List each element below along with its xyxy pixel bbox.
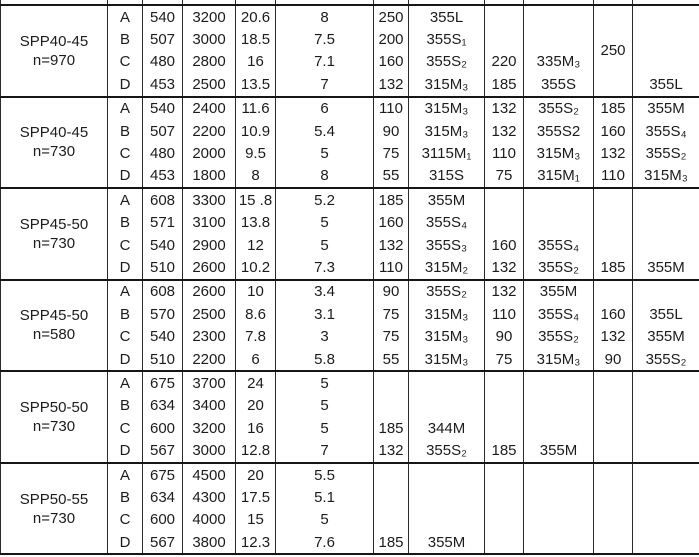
cell-value: 571 (143, 212, 183, 234)
cell-class-letter: C (108, 325, 143, 347)
cell-motor-frame: 315M₃ (409, 303, 485, 325)
cell-class-letter: C (108, 417, 143, 439)
cell-value: 634 (143, 486, 183, 508)
cell-motor-frame: 355S₄ (633, 120, 699, 142)
cell-class-letter: B (108, 486, 143, 508)
cell-value: 12.3 (236, 531, 276, 554)
cell-class-letter: D (108, 531, 143, 554)
cell-power-kw: 75 (374, 325, 409, 347)
cell-motor-frame (524, 463, 594, 486)
cell-power-kw (594, 371, 633, 394)
cell-value: 20 (236, 463, 276, 486)
cell-motor-frame: 355S₂ (409, 439, 485, 462)
cell-value: 3000 (183, 439, 236, 462)
cell-class-letter: D (108, 256, 143, 279)
cell-value: 480 (143, 142, 183, 164)
model-name: SPP50-50 (19, 399, 89, 417)
cell-value: 8 (276, 165, 374, 188)
cell-motor-frame (524, 486, 594, 508)
model-speed: n=730 (32, 143, 76, 161)
cell-value: 17.5 (236, 486, 276, 508)
cell-power-kw (485, 5, 524, 28)
cell-value: 453 (143, 73, 183, 96)
cell-power-kw: 132 (485, 120, 524, 142)
cell-value: 13.5 (236, 73, 276, 96)
model-speed: n=970 (32, 51, 76, 69)
cell-power-kw: 132 (374, 439, 409, 462)
cell-model (1, 97, 108, 189)
cell-value: 15 (236, 509, 276, 531)
cell-value: 5.4 (276, 120, 374, 142)
table-row (1, 97, 699, 120)
cell-motor-frame: 355S₂ (524, 256, 594, 279)
model-name: SPP50-55 (19, 490, 89, 508)
cell-value: 3300 (183, 188, 236, 211)
cell-value: 5 (276, 234, 374, 256)
cell-motor-frame: 355M (524, 280, 594, 303)
cell-value: 2200 (183, 120, 236, 142)
cell-power-kw: 90 (374, 120, 409, 142)
cell-value: 7 (276, 439, 374, 462)
cell-value: 7 (276, 73, 374, 96)
cell-value: 570 (143, 303, 183, 325)
cell-motor-frame: 355M (524, 439, 594, 462)
cell-power-kw: 55 (374, 165, 409, 188)
model-name: SPP40-45 (19, 32, 89, 50)
cell-class-letter: A (108, 371, 143, 394)
cell-value: 3200 (183, 417, 236, 439)
cell-motor-frame (633, 5, 699, 28)
cell-class-letter: B (108, 120, 143, 142)
cell-motor-frame (633, 395, 699, 417)
cell-value: 510 (143, 256, 183, 279)
cell-motor-frame (633, 417, 699, 439)
cell-value: 600 (143, 417, 183, 439)
cell-motor-frame (524, 371, 594, 394)
cell-value: 4300 (183, 486, 236, 508)
cell-value: 7.5 (276, 28, 374, 50)
cell-motor-frame: 355M (409, 531, 485, 554)
spec-block-spp40-45-n730 (1, 97, 699, 189)
cell-power-kw: 75 (374, 303, 409, 325)
cell-power-kw (594, 463, 633, 486)
cell-value: 480 (143, 51, 183, 73)
cell-class-letter: D (108, 165, 143, 188)
cell-value: 675 (143, 371, 183, 394)
cell-power-kw (374, 486, 409, 508)
cell-value: 16 (236, 417, 276, 439)
cell-power-kw: 160 (594, 120, 633, 142)
cell-value: 3000 (183, 28, 236, 50)
cell-power-kw: 200 (374, 28, 409, 50)
cell-motor-frame (633, 212, 699, 234)
cell-value: 2300 (183, 325, 236, 347)
cell-value: 2400 (183, 97, 236, 120)
spec-block-spp50-50-n730 (1, 371, 699, 463)
cell-motor-frame (409, 463, 485, 486)
cell-power-kw: 132 (594, 142, 633, 164)
cell-motor-frame: 335M₃ (524, 51, 594, 73)
cell-value: 20.6 (236, 5, 276, 28)
cell-value: 9.5 (236, 142, 276, 164)
cell-motor-frame: 355S₁ (409, 28, 485, 50)
cell-value: 7.8 (236, 325, 276, 347)
cell-value: 1800 (183, 165, 236, 188)
cell-power-kw: 160 (594, 303, 633, 325)
cell-value: 8 (276, 5, 374, 28)
cell-value: 3400 (183, 395, 236, 417)
cell-power-kw (485, 188, 524, 211)
cell-class-letter: B (108, 303, 143, 325)
cell-value: 5 (276, 142, 374, 164)
cell-motor-frame: 355S₄ (409, 212, 485, 234)
cell-value: 18.5 (236, 28, 276, 50)
cell-value: 2600 (183, 280, 236, 303)
cell-value: 10.2 (236, 256, 276, 279)
cell-class-letter: C (108, 234, 143, 256)
cell-motor-frame (409, 486, 485, 508)
cell-value: 2200 (183, 348, 236, 371)
cell-value: 540 (143, 325, 183, 347)
cell-motor-frame: 355S₄ (524, 234, 594, 256)
cell-motor-frame (524, 531, 594, 554)
cell-motor-frame: 315M₁ (524, 165, 594, 188)
cell-model (1, 371, 108, 463)
cell-value: 634 (143, 395, 183, 417)
cell-power-kw: 55 (374, 348, 409, 371)
cell-value: 608 (143, 280, 183, 303)
cell-value: 3800 (183, 531, 236, 554)
cell-motor-frame: 315M₃ (409, 325, 485, 347)
cell-motor-frame: 355S₂ (633, 142, 699, 164)
cell-power-kw (485, 28, 524, 50)
cell-power-kw (594, 395, 633, 417)
cell-power-kw (374, 395, 409, 417)
cell-motor-frame: 355S2 (524, 120, 594, 142)
cell-power-kw (374, 371, 409, 394)
cell-value: 3700 (183, 371, 236, 394)
cell-motor-frame: 355S₂ (409, 51, 485, 73)
cell-value: 16 (236, 51, 276, 73)
cell-motor-frame: 315S (409, 165, 485, 188)
cell-class-letter: D (108, 439, 143, 462)
cell-value: 5.1 (276, 486, 374, 508)
cell-motor-frame: 355S (524, 73, 594, 96)
cell-power-kw (594, 509, 633, 531)
cell-motor-frame: 355M (633, 325, 699, 347)
cell-value: 2600 (183, 256, 236, 279)
model-speed: n=730 (32, 509, 76, 527)
cell-value: 10.9 (236, 120, 276, 142)
model-name: SPP45-50 (19, 215, 89, 233)
cell-motor-frame (524, 395, 594, 417)
cell-motor-frame (633, 371, 699, 394)
cell-power-kw (485, 531, 524, 554)
cell-motor-frame: 355M (633, 97, 699, 120)
cell-power-kw: 185 (374, 417, 409, 439)
cell-value: 453 (143, 165, 183, 188)
cell-model (1, 188, 108, 280)
cell-motor-frame (524, 28, 594, 50)
cell-power-kw: 185 (594, 97, 633, 120)
cell-value: 540 (143, 234, 183, 256)
spec-block-spp45-50-n580 (1, 280, 699, 372)
cell-value: 20 (236, 395, 276, 417)
cell-power-kw (485, 212, 524, 234)
cell-value: 675 (143, 463, 183, 486)
table-row (1, 371, 699, 394)
cell-motor-frame: 355S₂ (524, 325, 594, 347)
cell-motor-frame: 344M (409, 417, 485, 439)
cell-value: 5 (276, 395, 374, 417)
cell-power-kw: 110 (374, 256, 409, 279)
cell-value: 7.1 (276, 51, 374, 73)
cell-power-kw (594, 486, 633, 508)
cell-power-kw (594, 188, 633, 211)
cell-value: 5 (276, 417, 374, 439)
cell-power-kw: 160 (485, 234, 524, 256)
cell-value: 2800 (183, 51, 236, 73)
cell-value: 3 (276, 325, 374, 347)
cell-class-letter: A (108, 280, 143, 303)
cell-motor-frame: 355L (633, 73, 699, 96)
cell-motor-frame (524, 212, 594, 234)
cell-power-kw: 220 (485, 51, 524, 73)
cell-power-kw: 132 (485, 256, 524, 279)
cell-power-kw: 160 (374, 51, 409, 73)
cell-power-kw (594, 531, 633, 554)
cell-power-kw: 185 (374, 188, 409, 211)
cell-motor-frame: 355M (633, 256, 699, 279)
cell-value: 507 (143, 28, 183, 50)
cell-power-kw: 110 (374, 97, 409, 120)
table-row (1, 5, 699, 28)
cell-power-kw (594, 234, 633, 256)
cell-power-kw: 132 (594, 325, 633, 347)
cell-class-letter: B (108, 395, 143, 417)
cell-motor-frame (524, 417, 594, 439)
cell-model (1, 5, 108, 97)
cell-value: 10 (236, 280, 276, 303)
cell-value: 5 (276, 212, 374, 234)
cell-value: 3200 (183, 5, 236, 28)
cell-motor-frame: 315M₃ (524, 348, 594, 371)
model-name: SPP40-45 (19, 124, 89, 142)
cell-value: 4000 (183, 509, 236, 531)
spec-block-spp50-55-n730 (1, 463, 699, 555)
cell-motor-frame (409, 371, 485, 394)
cell-value: 608 (143, 188, 183, 211)
cell-power-kw (594, 417, 633, 439)
cell-power-kw: 110 (485, 303, 524, 325)
cell-power-kw: 75 (485, 348, 524, 371)
cell-model (1, 463, 108, 555)
cell-value: 567 (143, 439, 183, 462)
cell-power-kw (374, 509, 409, 531)
model-name: SPP45-50 (19, 307, 89, 325)
cell-value: 2500 (183, 73, 236, 96)
table-row (1, 188, 699, 211)
spec-block-spp45-50-n730 (1, 188, 699, 280)
cell-power-kw: 90 (594, 348, 633, 371)
cell-value: 540 (143, 97, 183, 120)
cell-motor-frame: 355M (409, 188, 485, 211)
cell-motor-frame (633, 439, 699, 462)
cell-value: 540 (143, 5, 183, 28)
cell-power-kw (485, 417, 524, 439)
cell-motor-frame (409, 509, 485, 531)
cell-power-kw: 110 (594, 165, 633, 188)
cell-value: 7.3 (276, 256, 374, 279)
cell-value: 24 (236, 371, 276, 394)
cell-power-kw: 132 (485, 97, 524, 120)
cell-value: 5 (276, 371, 374, 394)
cell-motor-frame: 315M₃ (409, 120, 485, 142)
cell-value: 13.8 (236, 212, 276, 234)
cell-power-kw: 75 (374, 142, 409, 164)
cell-motor-frame (633, 188, 699, 211)
cell-value: 8.6 (236, 303, 276, 325)
cell-power-kw (594, 439, 633, 462)
model-speed: n=580 (32, 326, 76, 344)
cell-value: 8 (236, 165, 276, 188)
cell-motor-frame: 3115M₁ (409, 142, 485, 164)
cell-value: 15 .8 (236, 188, 276, 211)
cell-power-kw: 90 (374, 280, 409, 303)
cell-value: 3.1 (276, 303, 374, 325)
cell-power-kw (374, 463, 409, 486)
cell-class-letter: C (108, 142, 143, 164)
cell-motor-frame: 315M₂ (409, 256, 485, 279)
cell-power-kw-merged: 250 (594, 5, 633, 97)
cell-class-letter: B (108, 28, 143, 50)
cell-power-kw (485, 395, 524, 417)
table-row (1, 463, 699, 486)
cell-motor-frame: 315M₃ (409, 348, 485, 371)
cell-power-kw: 185 (374, 531, 409, 554)
cell-class-letter: A (108, 463, 143, 486)
cell-class-letter: A (108, 97, 143, 120)
cell-class-letter: C (108, 51, 143, 73)
cell-motor-frame: 355S₃ (409, 234, 485, 256)
spec-block-spp40-45-n970 (1, 5, 699, 97)
cell-power-kw: 90 (485, 325, 524, 347)
cell-motor-frame: 355L (633, 303, 699, 325)
cell-value: 6 (236, 348, 276, 371)
cell-value: 2500 (183, 303, 236, 325)
cell-power-kw: 160 (374, 212, 409, 234)
cell-power-kw: 185 (485, 439, 524, 462)
cell-value: 12 (236, 234, 276, 256)
cell-value: 5.2 (276, 188, 374, 211)
cell-class-letter: A (108, 5, 143, 28)
cell-motor-frame (633, 509, 699, 531)
model-speed: n=730 (32, 418, 76, 436)
model-speed: n=730 (32, 234, 76, 252)
cell-motor-frame: 355S₄ (524, 303, 594, 325)
cell-power-kw: 110 (485, 142, 524, 164)
cell-power-kw (594, 212, 633, 234)
cell-power-kw: 185 (594, 256, 633, 279)
cell-power-kw (485, 486, 524, 508)
cell-power-kw (485, 509, 524, 531)
cell-power-kw: 132 (374, 234, 409, 256)
cell-class-letter: B (108, 212, 143, 234)
cell-motor-frame (633, 531, 699, 554)
cell-power-kw: 132 (485, 280, 524, 303)
cell-motor-frame (524, 188, 594, 211)
cell-motor-frame (633, 463, 699, 486)
cell-power-kw: 75 (485, 165, 524, 188)
cell-motor-frame (633, 280, 699, 303)
cell-value: 4500 (183, 463, 236, 486)
cell-motor-frame (524, 509, 594, 531)
cell-value: 5.8 (276, 348, 374, 371)
cell-value: 2900 (183, 234, 236, 256)
cell-motor-frame (524, 5, 594, 28)
cell-motor-frame (409, 395, 485, 417)
cell-power-kw (594, 280, 633, 303)
cell-value: 7.6 (276, 531, 374, 554)
cell-class-letter: D (108, 348, 143, 371)
cell-class-letter: D (108, 73, 143, 96)
cell-value: 3.4 (276, 280, 374, 303)
cell-value: 5 (276, 509, 374, 531)
cell-power-kw: 185 (485, 73, 524, 96)
cell-motor-frame: 355L (409, 5, 485, 28)
cell-value: 11.6 (236, 97, 276, 120)
cell-motor-frame (633, 486, 699, 508)
cell-model (1, 280, 108, 372)
cell-power-kw (485, 371, 524, 394)
cell-value: 600 (143, 509, 183, 531)
cell-value: 2000 (183, 142, 236, 164)
cell-value: 5.5 (276, 463, 374, 486)
cell-motor-frame: 315M₃ (409, 97, 485, 120)
cell-motor-frame (633, 28, 699, 50)
cell-value: 567 (143, 531, 183, 554)
cell-motor-frame: 315M₃ (633, 165, 699, 188)
table-row (1, 280, 699, 303)
cell-motor-frame: 355S₂ (524, 97, 594, 120)
cell-motor-frame: 355S₂ (633, 348, 699, 371)
cell-value: 12.8 (236, 439, 276, 462)
cell-value: 6 (276, 97, 374, 120)
cell-motor-frame (633, 51, 699, 73)
cell-value: 507 (143, 120, 183, 142)
cell-value: 510 (143, 348, 183, 371)
cell-motor-frame: 315M₃ (524, 142, 594, 164)
cell-motor-frame: 315M₃ (409, 73, 485, 96)
cell-motor-frame: 355S₂ (409, 280, 485, 303)
cell-power-kw: 132 (374, 73, 409, 96)
cell-power-kw: 250 (374, 5, 409, 28)
cell-class-letter: C (108, 509, 143, 531)
cell-power-kw (485, 463, 524, 486)
cell-class-letter: A (108, 188, 143, 211)
cell-motor-frame (633, 234, 699, 256)
cell-value: 3100 (183, 212, 236, 234)
